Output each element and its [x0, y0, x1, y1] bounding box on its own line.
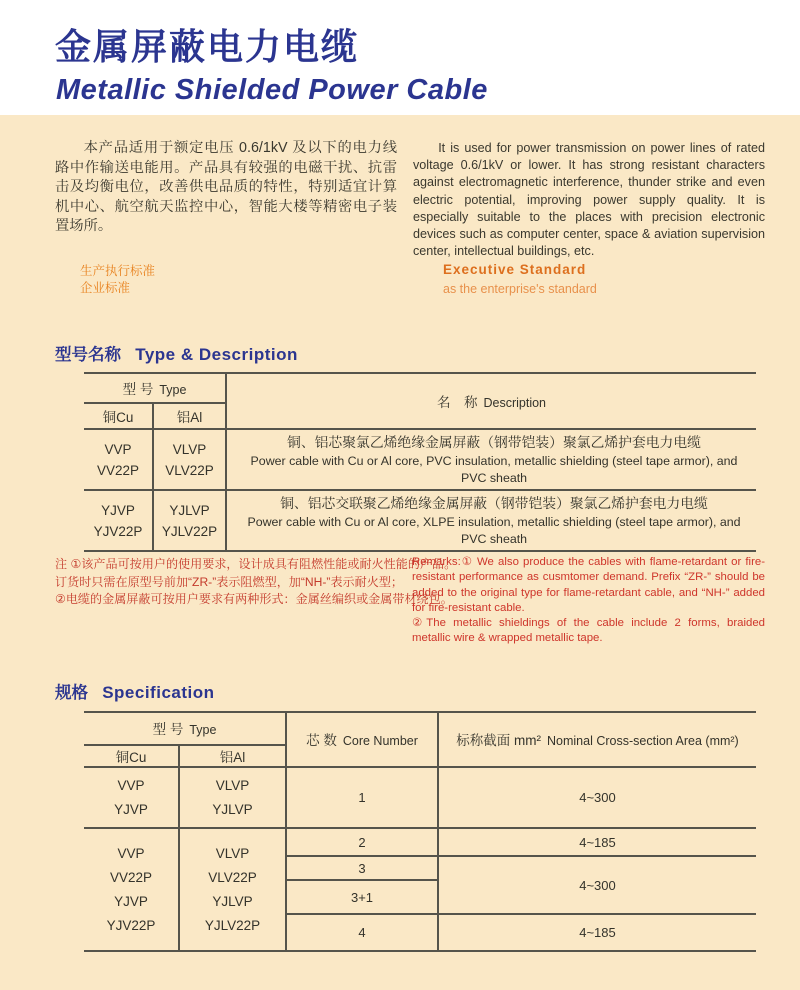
type-table-header-row-1: [84, 373, 756, 403]
remark-en-part2: ②The metallic shieldings of the cable include 2 forms, braided metallic wire & wrapped metallic tape.: [412, 617, 765, 645]
type-table-header-al: 铝Al: [153, 403, 226, 429]
cell-cross-section: 4~185: [438, 914, 756, 951]
cell-cu-types: VVP YJVP: [84, 767, 179, 828]
standard-zh-line2: 企业标准: [80, 281, 131, 295]
executive-standard-title: Executive Standard: [443, 262, 587, 277]
spec-table-header-core-number: 芯 数 Core Number: [286, 712, 438, 767]
cell-core-number: 1: [286, 767, 438, 828]
cell-cu-types: VVP VV22P: [84, 429, 153, 490]
spec-row-core2: [84, 828, 756, 856]
note-zh-line3: ②电缆的金属屏蔽可按用户要求有两种形式：金属丝编织或金属带材绕包。: [55, 592, 453, 607]
page-title-zh: 金属屏蔽电力电缆: [55, 26, 360, 67]
masthead: [0, 0, 800, 115]
cell-al-types: YJLVP YJLV22P: [153, 490, 226, 551]
standard-zh-line1: 生产执行标准: [80, 264, 156, 278]
section-heading-specification: [55, 679, 215, 703]
executive-standard-subtitle: as the enterprise's standard: [443, 282, 597, 296]
intro-paragraph-en: It is used for power transmission on power lines of rated voltage 0.6/1kV or lower. It has strong resistant characters against electromagnetic interference, thunder strike and even electric potential, improving power supply quality. It is especially suitable to the places with precision electronic devices such as computer center, space & aviation supervision center, intellectual buildings, etc.: [413, 141, 765, 259]
section1-title-zh: 型号名称: [55, 346, 121, 364]
cell-core-number: 3: [286, 856, 438, 880]
cell-core-number: 2: [286, 828, 438, 856]
cell-al-types: VLVP VLV22P YJLVP YJLV22P: [179, 828, 286, 951]
spec-table-header-al: 铝Al: [179, 745, 286, 767]
section2-title-zh: 规格: [55, 684, 88, 702]
cell-core-number: 3+1: [286, 880, 438, 914]
intro-paragraph-zh: 本产品适用于额定电压 0.6/1kV 及以下的电力线路中作输送电能用。产品具有较强的电磁干扰、抗雷击及均衡电位，改善供电品质的特性，特别适宜计算机中心、航空航天监控中心，智能大楼等精密电子装置场所。: [55, 140, 397, 235]
cell-cross-section: 4~300: [438, 856, 756, 914]
cell-cu-types: YJVP YJV22P: [84, 490, 153, 551]
type-table-header-cu: 铜Cu: [84, 403, 153, 429]
cell-description: 铜、铝芯交联聚乙烯绝缘金属屏蔽（钢带铠装）聚氯乙烯护套电力电缆 Power cable with Cu or Al core, XLPE insulation, metallic shielding (steel tape armor), and PVC sheath: [226, 490, 756, 551]
cell-cu-types: VVP VV22P YJVP YJV22P: [84, 828, 179, 951]
spec-table-header-row-1: [84, 712, 756, 745]
remark-en-part1: Remarks:① We also produce the cables with flame-retardant or fire-resistant performance as cusmtomer demand. Prefix “ZR-” should be added to the original type for flame-retardant cable, and “NH-” added for fire-resistant cable.: [412, 556, 765, 614]
note-zh-line1: 注 ①该产品可按用户的使用要求，设计成具有阻燃性能或耐火性能的产品。: [55, 557, 457, 571]
note-zh-line2: 订货时只需在原型号前加“ZR-”表示阻燃型，加“NH-”表示耐火型；: [55, 574, 404, 589]
cell-al-types: VLVP YJLVP: [179, 767, 286, 828]
cell-al-types: VLVP VLV22P: [153, 429, 226, 490]
type-table-header-description: 名 称 Description: [226, 373, 756, 429]
section1-title-en: Type & Description: [135, 345, 298, 364]
page-title-en: Metallic Shielded Power Cable: [56, 74, 488, 106]
cell-core-number: 4: [286, 914, 438, 951]
executive-standard-en: [443, 262, 597, 296]
spec-table-header-cu: 铜Cu: [84, 745, 179, 767]
notes-zh: [55, 556, 457, 609]
specification-table: [84, 711, 756, 952]
cell-cross-section: 4~185: [438, 828, 756, 856]
spec-table-header-type: 型 号 Type: [84, 712, 286, 745]
type-table-row-pvc: [84, 429, 756, 490]
section-heading-type-description: [55, 341, 298, 365]
cell-description: 铜、铝芯聚氯乙烯绝缘金属屏蔽（钢带铠装）聚氯乙烯护套电力电缆 Power cable with Cu or Al core, PVC insulation, metallic shielding (steel tape armor), and PVC sheath: [226, 429, 756, 490]
type-table-header-type: 型 号 Type: [84, 373, 226, 403]
spec-table-header-cross-section: 标称截面 mm² Nominal Cross-section Area (mm²): [438, 712, 756, 767]
remarks-en: [412, 555, 765, 647]
section2-title-en: Specification: [102, 683, 215, 702]
type-table-row-xlpe: [84, 490, 756, 551]
spec-row-core1: [84, 767, 756, 828]
cell-cross-section: 4~300: [438, 767, 756, 828]
type-description-table: [84, 372, 756, 552]
executive-standard-zh: [80, 263, 155, 297]
